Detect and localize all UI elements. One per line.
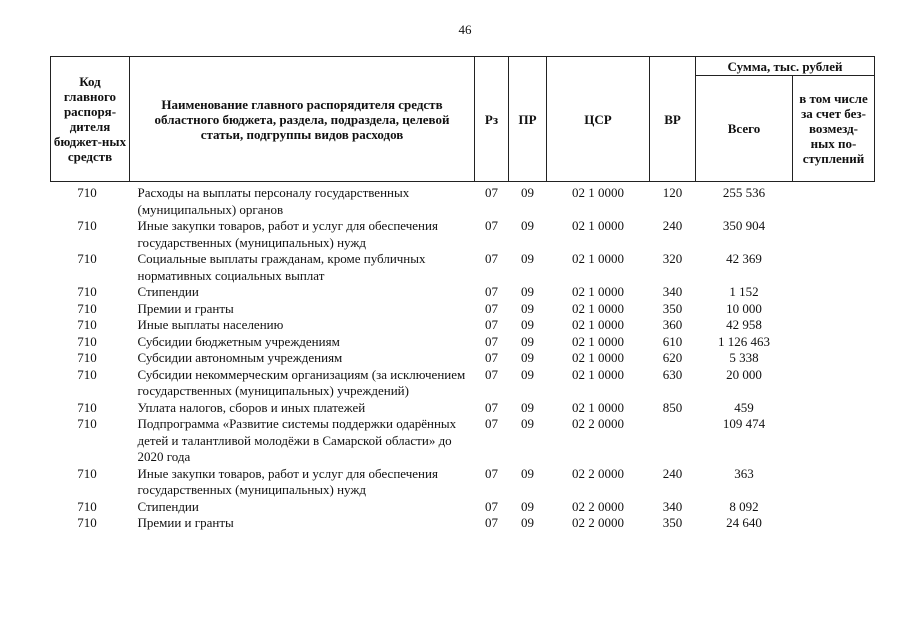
row-total: 42 958 (726, 317, 762, 332)
row-csr: 02 1 0000 (572, 185, 624, 200)
row-rz: 07 (485, 300, 498, 316)
table-row (51, 367, 875, 400)
table-header (51, 57, 875, 182)
row-rz: 07 (485, 498, 498, 514)
table-row (51, 416, 875, 466)
row-vr: 240 (662, 218, 683, 233)
row-code: 710 (77, 416, 97, 431)
row-pr: 09 (521, 300, 534, 316)
header-free: в том числе за счет без-возмезд-ных по-ступлений (793, 76, 875, 182)
row-name: Иные выплаты населению (137, 317, 284, 332)
row-rz: 07 (485, 317, 498, 332)
row-csr: 02 1 0000 (572, 300, 624, 316)
row-total: 24 640 (726, 515, 762, 530)
row-code: 710 (77, 300, 97, 316)
row-csr: 02 2 0000 (572, 416, 624, 431)
row-csr: 02 1 0000 (572, 218, 624, 233)
row-rz: 07 (485, 416, 498, 431)
header-sum-group: Сумма, тыс. рублей (696, 57, 875, 76)
table-row (51, 284, 875, 301)
header-total: Всего (696, 76, 793, 182)
row-rz: 07 (485, 399, 498, 415)
row-rz: 07 (485, 284, 498, 299)
row-free (793, 284, 875, 301)
page-number: 46 (458, 22, 472, 37)
row-rz: 07 (485, 366, 498, 382)
row-vr: 610 (662, 333, 683, 349)
row-pr: 09 (521, 515, 534, 530)
row-code: 710 (77, 317, 97, 332)
row-pr: 09 (521, 498, 534, 514)
row-pr: 09 (521, 350, 534, 365)
row-vr: 350 (662, 515, 683, 530)
row-code: 710 (77, 465, 97, 481)
table-row (51, 400, 875, 417)
row-csr: 02 1 0000 (572, 399, 624, 415)
row-name: Уплата налогов, сборов и иных платежей (137, 399, 366, 415)
row-vr: 620 (662, 350, 683, 365)
row-rz: 07 (485, 185, 498, 200)
row-name: Иные закупки товаров, работ и услуг для обеспечения государственных (муниципальных) нужд (137, 465, 438, 497)
row-pr: 09 (521, 185, 534, 200)
row-free (793, 400, 875, 417)
row-total: 20 000 (726, 366, 762, 382)
row-free (793, 301, 875, 318)
row-name: Субсидии автономным учреждениям (137, 350, 343, 365)
row-total: 1 152 (729, 284, 759, 299)
row-name: Субсидии некоммерческим организациям (за исключением государственных (муниципальных) учреждений) (137, 366, 466, 398)
row-name: Иные закупки товаров, работ и услуг для обеспечения государственных (муниципальных) нужд (137, 218, 438, 250)
row-free (793, 251, 875, 284)
header-vr: ВР (650, 57, 696, 182)
row-pr: 09 (521, 333, 534, 349)
row-csr: 02 1 0000 (572, 251, 624, 266)
row-pr: 09 (521, 416, 534, 431)
row-vr: 350 (662, 300, 683, 316)
row-code: 710 (77, 185, 97, 200)
row-free (793, 334, 875, 351)
row-total: 8 092 (729, 498, 759, 514)
row-code: 710 (77, 333, 97, 349)
row-free (793, 185, 875, 218)
row-total: 1 126 463 (718, 333, 770, 349)
row-code: 710 (77, 284, 97, 299)
row-name: Стипендии (137, 284, 199, 299)
row-vr: 630 (662, 366, 683, 382)
row-rz: 07 (485, 333, 498, 349)
row-code: 710 (77, 350, 97, 365)
row-pr: 09 (521, 317, 534, 332)
row-code: 710 (77, 366, 97, 382)
row-total: 109 474 (722, 416, 766, 431)
header-rz: Рз (475, 57, 509, 182)
row-csr: 02 1 0000 (572, 284, 624, 299)
row-code: 710 (77, 218, 97, 233)
table-row (51, 251, 875, 284)
table-row (51, 185, 875, 218)
row-pr: 09 (521, 251, 534, 266)
table-row (51, 499, 875, 516)
row-free (793, 416, 875, 466)
row-rz: 07 (485, 350, 498, 365)
row-csr: 02 1 0000 (572, 366, 624, 382)
row-name: Стипендии (137, 498, 199, 514)
row-total: 42 369 (726, 251, 762, 266)
row-total: 459 (734, 399, 754, 415)
row-free (793, 367, 875, 400)
row-free (793, 317, 875, 334)
row-free (793, 515, 875, 532)
row-csr: 02 1 0000 (572, 333, 624, 349)
row-pr: 09 (521, 399, 534, 415)
row-rz: 07 (485, 465, 498, 481)
row-rz: 07 (485, 218, 498, 233)
row-name: Субсидии бюджетным учреждениям (137, 333, 340, 349)
header-name: Наименование главного распорядителя средств областного бюджета, раздела, подраздела, целевой статьи, подгруппы видов расходов (130, 57, 475, 182)
row-vr: 120 (662, 185, 683, 200)
table-row (51, 515, 875, 532)
row-code: 710 (77, 498, 97, 514)
row-code: 710 (77, 251, 97, 266)
row-csr: 02 2 0000 (572, 515, 624, 530)
row-name: Социальные выплаты гражданам, кроме публичных нормативных социальных выплат (137, 251, 426, 283)
row-total: 10 000 (726, 300, 762, 316)
table-row (51, 317, 875, 334)
row-vr (650, 416, 696, 466)
row-free (793, 466, 875, 499)
row-csr: 02 2 0000 (572, 465, 624, 481)
budget-table (50, 56, 875, 532)
row-total: 255 536 (722, 185, 766, 200)
row-pr: 09 (521, 284, 534, 299)
header-code: Код главного распоря-дителя бюджет-ных средств (51, 57, 130, 182)
table-row (51, 466, 875, 499)
header-csr: ЦСР (547, 57, 650, 182)
row-total: 350 904 (722, 218, 766, 233)
row-vr: 240 (662, 465, 683, 481)
row-pr: 09 (521, 465, 534, 481)
row-name: Премии и гранты (137, 515, 234, 530)
table-row (51, 350, 875, 367)
row-vr: 320 (662, 251, 683, 266)
row-pr: 09 (521, 218, 534, 233)
row-csr: 02 1 0000 (572, 317, 624, 332)
row-total: 5 338 (729, 350, 759, 365)
row-vr: 340 (662, 284, 683, 299)
row-csr: 02 1 0000 (572, 350, 624, 365)
row-name: Премии и гранты (137, 300, 234, 316)
row-name: Подпрограмма «Развитие системы поддержки одарённых детей и талантливой молодёжи в Самарской области» до 2020 года (137, 416, 457, 464)
row-pr: 09 (521, 366, 534, 382)
row-vr: 360 (662, 317, 683, 332)
row-total: 363 (734, 465, 754, 481)
row-rz: 07 (485, 251, 498, 266)
table-body (51, 182, 875, 532)
row-free (793, 499, 875, 516)
row-name: Расходы на выплаты персоналу государственных (муниципальных) органов (137, 185, 410, 217)
row-code: 710 (77, 399, 97, 415)
header-pr: ПР (509, 57, 547, 182)
row-free (793, 350, 875, 367)
table-row (51, 334, 875, 351)
row-code: 710 (77, 515, 97, 530)
row-vr: 850 (662, 399, 683, 415)
row-free (793, 218, 875, 251)
row-rz: 07 (485, 515, 498, 530)
row-csr: 02 2 0000 (572, 498, 624, 514)
row-vr: 340 (662, 498, 683, 514)
table-row (51, 301, 875, 318)
table-row (51, 218, 875, 251)
